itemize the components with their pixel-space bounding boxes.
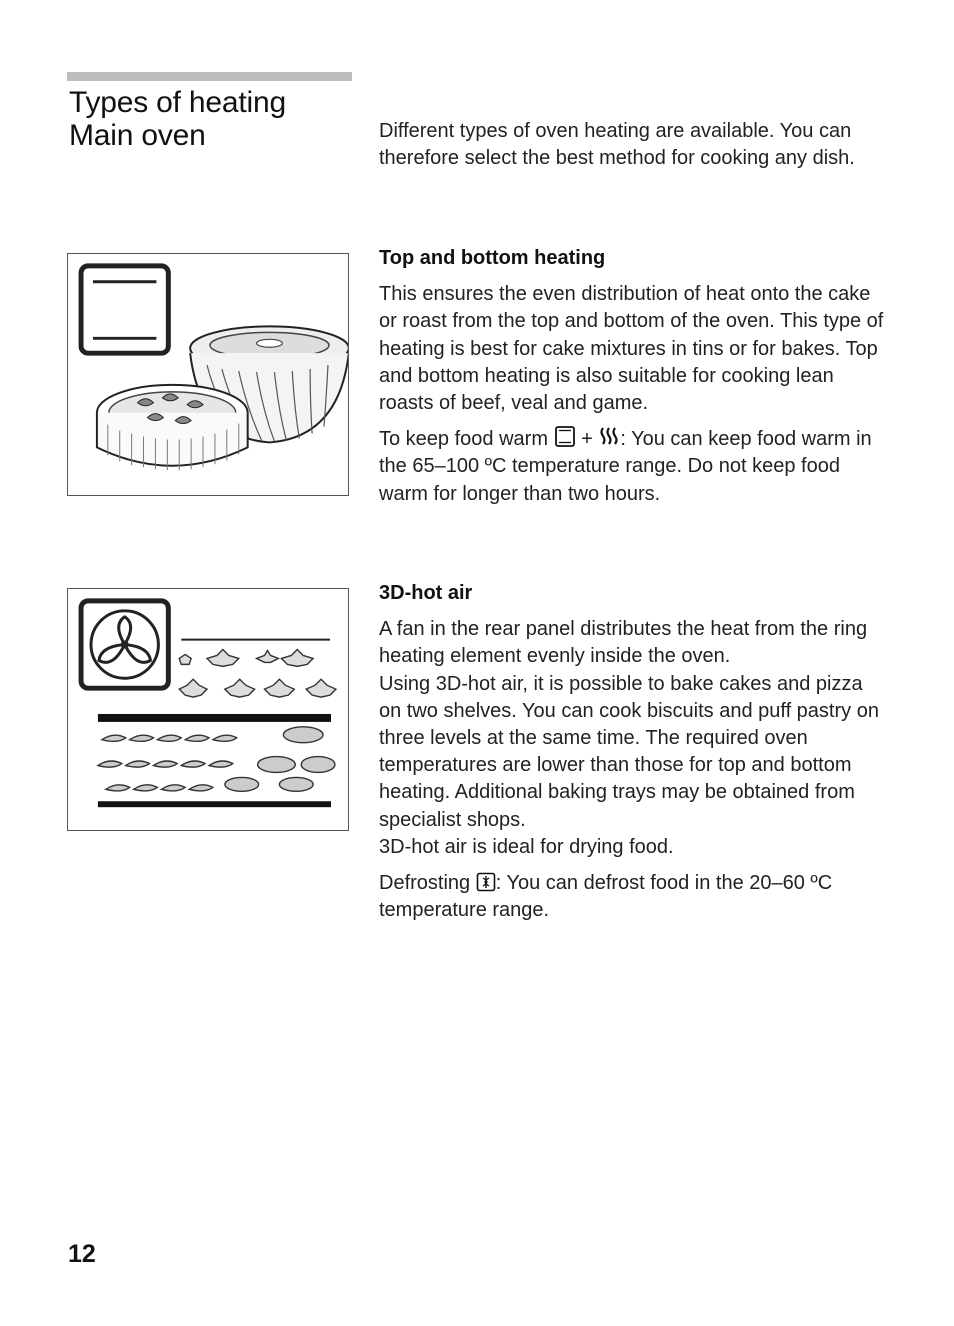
keep-warm-paragraph xyxy=(379,426,889,508)
title-rule xyxy=(67,72,352,81)
keep-warm-text: : You can keep food warm in the 65–100 ºC temperature range. Do not keep food warm for longer than two hours. xyxy=(379,428,872,505)
intro-paragraph xyxy=(379,118,889,172)
keep-warm-prefix: To keep food warm xyxy=(379,428,548,451)
section-heading: 3D-hot air xyxy=(379,582,473,604)
page-number: 12 xyxy=(68,1240,96,1268)
section-body-3: 3D-hot air is ideal for drying food. xyxy=(379,835,674,858)
defrost-paragraph xyxy=(379,870,889,924)
defrost-text: : You can defrost food in the 20–60 ºC temperature range. xyxy=(379,872,833,922)
page-title-line-1: Types of heating xyxy=(69,86,286,119)
section-hot-air xyxy=(379,580,889,924)
hot-air-illustration xyxy=(67,588,349,831)
section-body: This ensures the even distribution of heat onto the cake or roast from the top and bottom of the oven. This type of heating is best for cake mixtures in tins or for bakes. Top and bottom heating is also suitable for cooking lean roasts of beef, veal and game. xyxy=(379,283,884,415)
top-bottom-heat-icon xyxy=(554,426,576,448)
plus-sign: + xyxy=(581,428,593,451)
section-top-bottom-heating xyxy=(379,245,889,508)
top-bottom-heating-illustration xyxy=(67,253,349,496)
defrost-prefix: Defrosting xyxy=(379,872,471,895)
intro-text: Different types of oven heating are available. You can therefore select the best method for cooking any dish. xyxy=(379,120,855,170)
defrost-icon xyxy=(476,872,496,892)
section-heading: Top and bottom heating xyxy=(379,247,606,269)
page-title xyxy=(69,86,359,152)
page-title-line-2: Main oven xyxy=(69,119,206,152)
oven-and-dishes-drawing xyxy=(68,254,348,495)
section-body-1: A fan in the rear panel distributes the heat from the ring heating element evenly inside the oven. xyxy=(379,618,868,668)
steam-icon xyxy=(598,426,620,448)
fan-and-trays-drawing xyxy=(68,589,348,830)
section-body-2: Using 3D-hot air, it is possible to bake cakes and pizza on two shelves. You can cook biscuits and puff pastry on three levels at the same time. The required oven temperatures are lower than those for top and bottom heating. Additional baking trays may be obtained from specialist shops. xyxy=(379,672,879,831)
